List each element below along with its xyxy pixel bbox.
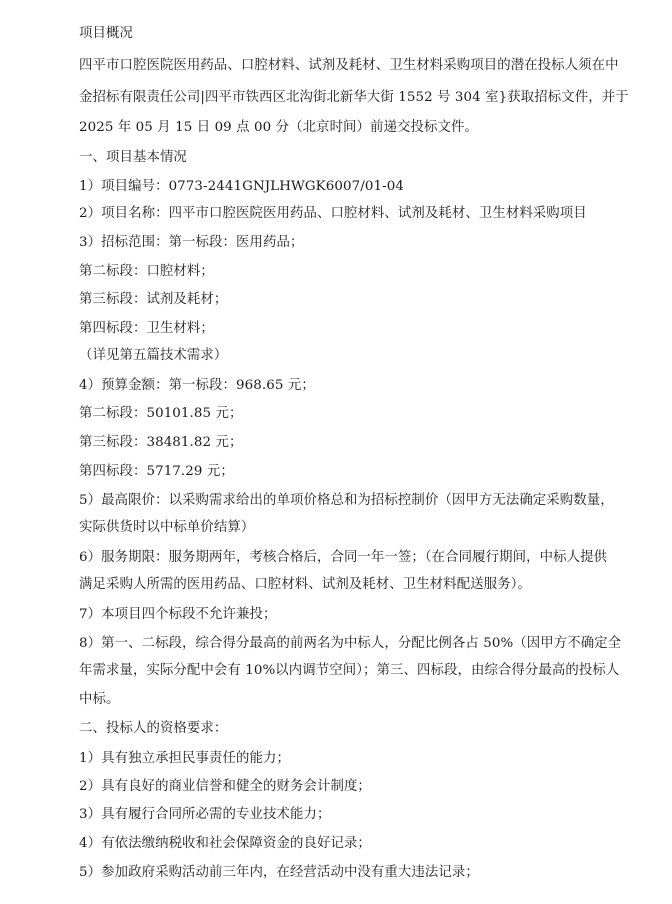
- no-multi-bid: 7）本项目四个标段不允许兼投；: [79, 607, 277, 622]
- technical-note: （详见第五篇技术需求）: [79, 348, 228, 363]
- overview-heading: 项目概况: [79, 26, 133, 41]
- tender-scope: 3）招标范围：第一标段：医用药品；: [79, 235, 304, 250]
- qualification-item: 1）具有独立承担民事责任的能力；: [79, 751, 290, 766]
- qualification-item: 4）有依法缴纳税收和社会保障资金的良好记录；: [79, 836, 371, 851]
- intro-line: 金招标有限责任公司|四平市铁西区北沟街北新华大街 1552 号 304 室}获取招标文件，并于: [79, 90, 629, 105]
- lot-2-scope: 第二标段：口腔材料；: [79, 264, 214, 279]
- lot-3-budget: 第三标段：38481.82 元；: [79, 435, 243, 450]
- service-period-cont: 满足采购人所需的医用药品、口腔材料、试剂及耗材、卫生材料配送服务）。: [79, 577, 531, 592]
- lot-3-scope: 第三标段：试剂及耗材；: [79, 292, 228, 307]
- qualification-item: 5）参加政府采购活动前三年内，在经营活动中没有重大违法记录；: [79, 865, 479, 880]
- award-rule-cont: 年需求量，实际分配中会有 10%以内调节空间）；第三、四标段，由综合得分最高的投标人: [79, 663, 620, 678]
- section-2-title: 二、投标人的资格要求：: [79, 721, 228, 736]
- award-rule-end: 中标。: [79, 692, 120, 707]
- budget-amount: 4）预算金额：第一标段：968.65 元；: [79, 378, 315, 393]
- service-period: 6）服务期限：服务期两年，考核合格后，合同一年一签；（在合同履行期间，中标人提供: [79, 550, 608, 565]
- lot-4-scope: 第四标段：卫生材料；: [79, 321, 214, 336]
- award-rule: 8）第一、二标段，综合得分最高的前两名为中标人，分配比例各占 50%（因甲方不确定全: [79, 636, 622, 651]
- lot-4-budget: 第四标段：5717.29 元；: [79, 464, 234, 479]
- qualification-item: 3）具有履行合同所必需的专业技术能力；: [79, 807, 331, 822]
- price-limit: 5）最高限价：以采购需求给出的单项价格总和为招标控制价（因甲方无法确定采购数量，: [79, 493, 614, 508]
- qualification-item: 2）具有良好的商业信誉和健全的财务会计制度；: [79, 779, 371, 794]
- price-limit-cont: 实际供货时以中标单价结算）: [79, 520, 255, 535]
- project-number: 1）项目编号：0773-2441GNJLHWGK6007/01-04: [79, 179, 404, 194]
- section-1-title: 一、项目基本情况: [79, 150, 187, 165]
- intro-line: 四平市口腔医院医用药品、口腔材料、试剂及耗材、卫生材料采购项目的潜在投标人须在中: [79, 58, 619, 73]
- project-name: 2）项目名称：四平市口腔医院医用药品、口腔材料、试剂及耗材、卫生材料采购项目: [79, 206, 587, 221]
- lot-2-budget: 第二标段：50101.85 元；: [79, 406, 243, 421]
- intro-line: 2025 年 05 月 15 日 09 点 00 分（北京时间）前递交投标文件。: [79, 120, 478, 135]
